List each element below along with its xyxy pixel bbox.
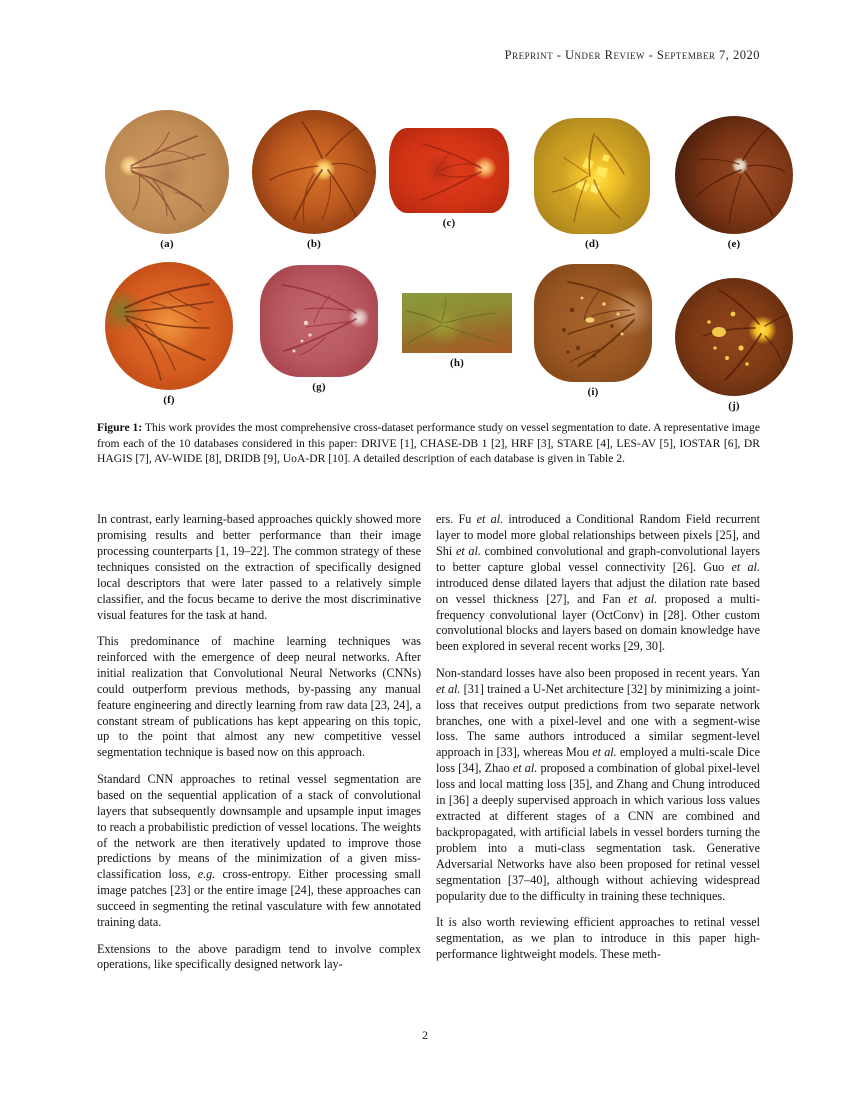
vessel-tree-overlay bbox=[675, 116, 793, 234]
figure-panel-j bbox=[675, 278, 793, 412]
paragraph-right-2-part-a: Non-standard losses have also been proposed in recent years. Yan bbox=[436, 665, 760, 680]
figure-panel-c bbox=[389, 128, 509, 229]
fundus-image-drhagis bbox=[260, 265, 378, 377]
paragraph-right-2-part-d: proposed a combination of global pixel-level loss and local matting loss [35], and Zhang and Chung introduced in [36] a deeply supervised approach in which various loss values extracted at different stages of a CNN are combined and backpropagated, with artificial labels in vessel borders turning the problem into a muti-class segmentation task. Generative Adversarial Networks have also been proposed for retinal vessel segmentation [37–40], although without achieving widespread popularity due to the difficulty in training these techniques. bbox=[436, 761, 760, 903]
vessel-tree-overlay bbox=[389, 128, 509, 213]
fundus-image-dridb bbox=[534, 264, 652, 382]
figure-panel-a bbox=[105, 110, 229, 250]
figure-label-c: (c) bbox=[442, 217, 456, 229]
figure-caption-text: This work provides the most comprehensive cross-dataset performance study on vessel segmentation to date. A representative image from each of the 10 databases considered in this paper: DRIVE [1], CHASE-DB 1 [2], HRF [3], STARE [4], LES-AV [5], IOSTAR [6], DR HAGIS [7], AV-WIDE [8], DRIDB [9], UoA-DR [10]. A detailed description of each database is given in Table 2. bbox=[97, 421, 760, 466]
paragraph-right-2-part-c: employed a multi-scale Dice loss [34], Zhao bbox=[436, 745, 760, 776]
figure-label-h: (h) bbox=[449, 357, 465, 369]
etal-emphasis-7: et al. bbox=[512, 761, 538, 776]
fundus-image-drive bbox=[105, 110, 229, 234]
left-column bbox=[97, 512, 421, 973]
etal-emphasis-6: et al. bbox=[592, 745, 617, 760]
paragraph-left-1: In contrast, early learning-based approaches quickly showed more promising results and better performance than their image processing counterparts [1, 19–22]. The common strategy of these techniques consisted on the extraction of specifically designed local descriptors that were later passed to a relatively simple classifier, and the focus became to derive the most discriminative visual features for the task at hand. bbox=[97, 512, 421, 622]
figure-label-j: (j) bbox=[728, 400, 740, 412]
vessel-tree-overlay bbox=[534, 118, 650, 234]
paragraph-left-2: This predominance of machine learning techniques was reinforced with the emergence of deep neural networks. After initial realization that Convolutional Neural Networks (CNNs) could outperform previous methods, by-passing any manual feature engineering and directly learning from raw data [23, 24], a constant stream of publications has kept appearing on this topic, up to the point that almost any new competitive vessel segmentation technique is based now on this approach. bbox=[97, 633, 421, 760]
etal-emphasis-4: et al. bbox=[628, 591, 658, 606]
figure-label-b: (b) bbox=[306, 238, 322, 250]
figure-label-d: (d) bbox=[584, 238, 600, 250]
fundus-image-stare bbox=[534, 118, 650, 234]
figure-caption-label: Figure 1: bbox=[97, 421, 143, 434]
figure-panel-f bbox=[105, 262, 233, 406]
page-number: 2 bbox=[422, 1028, 428, 1042]
figure-panel-d bbox=[534, 118, 650, 250]
fundus-image-chasedb1 bbox=[252, 110, 376, 234]
paragraph-right-1-part-a: ers. Fu bbox=[436, 512, 477, 526]
body-columns bbox=[97, 512, 760, 1012]
figure-panel-h bbox=[402, 293, 512, 369]
paragraph-left-3-part-b: cross-entropy. Either processing small image patches [23] or the entire image [24], these approaches can succeed in segmenting the retinal vasculature with few annotated training data. bbox=[97, 867, 421, 930]
paragraph-right-1-part-e: proposed a multi-frequency convolutional layer (OctConv) in [28]. Other custom convolutional blocks and layers based on domain knowledge have been explored in several recent works [29, 30]. bbox=[436, 591, 760, 654]
running-header: Preprint - Under Review - September 7, 2020 bbox=[504, 48, 760, 62]
figure-caption bbox=[97, 420, 760, 467]
fundus-image-avwide bbox=[402, 293, 512, 353]
paragraph-right-1-part-c: combined convolutional and graph-convolutional layers to better capture global vessel connectivity [26]. Guo bbox=[436, 543, 760, 574]
fundus-image-uoadr bbox=[675, 278, 793, 396]
figure-label-a: (a) bbox=[160, 238, 174, 250]
fundus-image-iostar bbox=[105, 262, 233, 390]
etal-emphasis-5: et al. bbox=[436, 681, 461, 696]
fundus-image-lesav bbox=[675, 116, 793, 234]
vessel-tree-overlay bbox=[105, 262, 233, 390]
etal-emphasis-2: et al. bbox=[455, 543, 481, 558]
etal-emphasis-3: et al. bbox=[731, 559, 760, 574]
figure-row-bottom bbox=[97, 256, 760, 412]
vessel-tree-overlay bbox=[105, 110, 229, 234]
paragraph-right-1 bbox=[436, 512, 760, 655]
right-column bbox=[436, 512, 760, 963]
vessel-tree-overlay bbox=[675, 278, 793, 396]
paragraph-left-3-emphasis: e.g. bbox=[197, 867, 216, 882]
paragraph-right-3: It is also worth reviewing efficient approaches to retinal vessel segmentation, as we plan to introduce in this paper high-performance lightweight models. These meth- bbox=[436, 915, 760, 961]
paragraph-right-2 bbox=[436, 666, 760, 905]
paragraph-left-4: Extensions to the above paradigm tend to involve complex operations, like specifically designed network lay- bbox=[97, 941, 421, 972]
figure-label-f: (f) bbox=[163, 394, 175, 406]
paragraph-left-3 bbox=[97, 772, 421, 931]
figure-panel-e bbox=[675, 116, 793, 250]
figure-1 bbox=[97, 108, 760, 412]
figure-row-top bbox=[97, 108, 760, 256]
figure-panel-g bbox=[260, 265, 378, 393]
etal-emphasis-1: et al. bbox=[476, 512, 504, 526]
figure-label-i: (i) bbox=[587, 386, 599, 398]
figure-label-e: (e) bbox=[727, 238, 741, 250]
figure-panel-i bbox=[534, 264, 652, 398]
fundus-image-hrf bbox=[389, 128, 509, 213]
vessel-tree-overlay bbox=[402, 293, 512, 353]
vessel-tree-overlay bbox=[534, 264, 652, 382]
figure-panel-b bbox=[252, 110, 376, 250]
vessel-tree-overlay bbox=[252, 110, 376, 234]
paragraph-right-2-part-b: [31] trained a U-Net architecture [32] by minimizing a joint-loss that receives output predictions from two separate network branches, one with a pixel-level and one with a segment-wise loss. The same authors introduced a similar segment-level approach in [33], whereas Mou bbox=[436, 681, 760, 760]
paragraph-right-1-part-d: introduced dense dilated layers that adjust the dilation rate based on vessel thickness [27], and Fan bbox=[436, 575, 760, 606]
paragraph-right-1-part-b: introduced a Conditional Random Field recurrent layer to model more global relationships between pixels [25], and Shi bbox=[436, 512, 760, 558]
paragraph-left-3-part-a: Standard CNN approaches to retinal vessel segmentation are based on the sequential application of a stack of convolutional layers that subsequently downsample and upsample input images to reach a probabilistic prediction of vessel locations. The weights of the network are then iteratively updated to improve those predictions by means of the minimization of a given miss-classification loss, bbox=[97, 771, 421, 882]
vessel-tree-overlay bbox=[260, 265, 378, 377]
figure-label-g: (g) bbox=[312, 381, 326, 393]
